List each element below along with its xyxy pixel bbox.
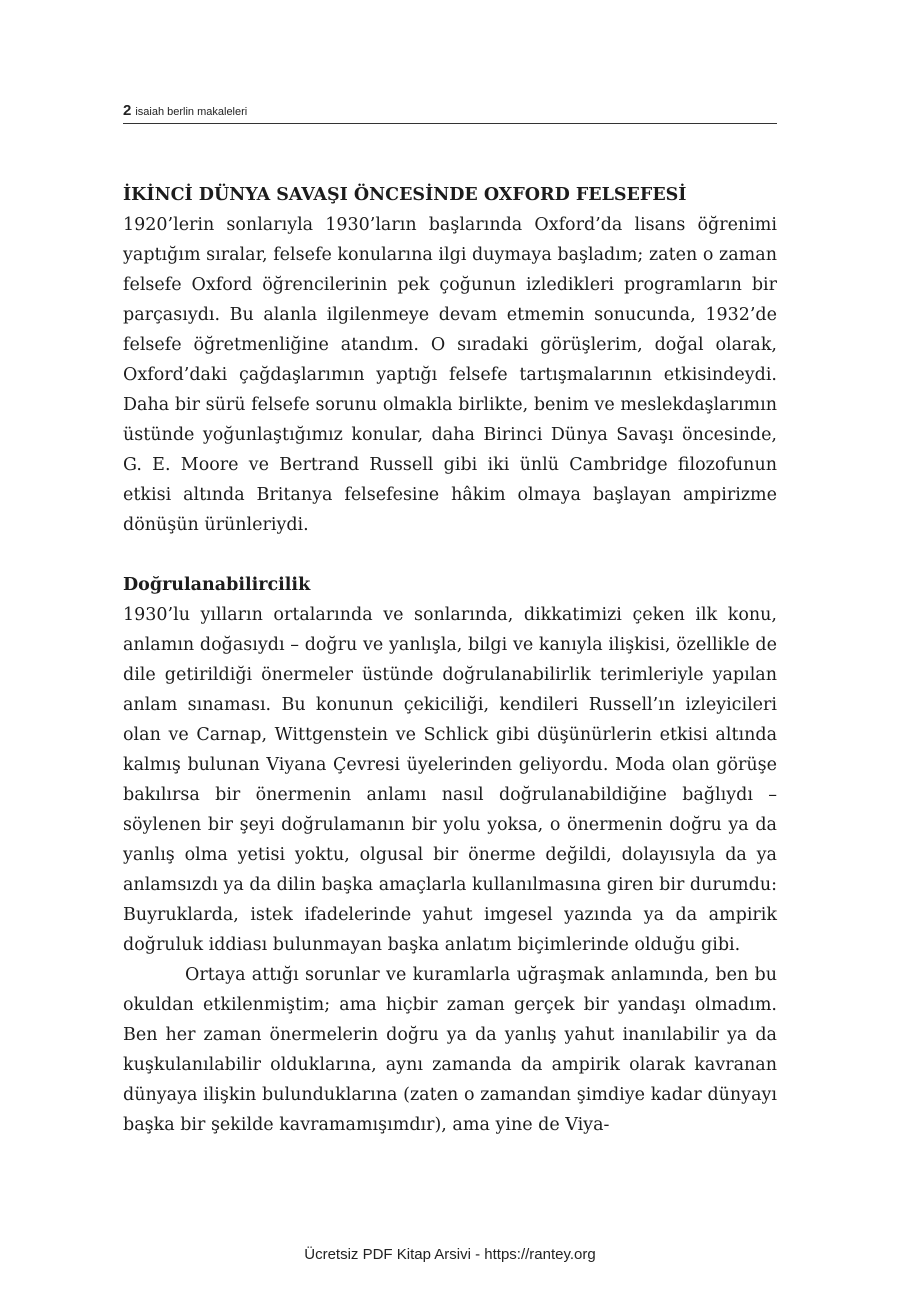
page-body <box>123 180 777 1140</box>
body-paragraph: Ortaya attığı sorunlar ve kuramlarla uğraşmak anlamında, ben bu okuldan etkilenmiştim; ama hiçbir zaman gerçek bir yandaşı olmadım. Ben her zaman önermelerin doğru ya da yanlış yahut inanılabilir ya da kuşkulanılabilir olduklarına, aynı zamanda da ampirik olarak kavranan dünyaya ilişkin bulunduklarına (zaten o zamandan şimdiye kadar dünyayı başka bir şekilde kavramamışımdır), ama yine de Viya- <box>123 965 777 1135</box>
section-spacer <box>123 540 777 570</box>
running-head-title: isaiah berlin makaleleri <box>135 106 248 118</box>
header-rule <box>123 123 777 124</box>
footer-credit: Ücretsiz PDF Kitap Arsivi - https://rantey.org <box>304 1246 596 1263</box>
body-paragraph: 1920’lerin sonlarıyla 1930’ların başlarında Oxford’da lisans öğrenimi yaptığım sıralar, felsefe konularına ilgi duymaya başladım; zaten o zaman felsefe Oxford öğrencilerinin pek çoğunun izledikleri programların bir parçasıydı. Bu alanla ilgilenmeye devam etmemin sonucunda, 1932’de felsefe öğretmenliğine atandım. O sıradaki görüşlerim, doğal olarak, Oxford’daki çağdaşlarımın yaptığı felsefe tartışmalarının etkisindeydi. Daha bir sürü felsefe sorunu olmakla birlikte, benim ve meslekdaşlarımın üstünde yoğunlaştığımız konular, daha Birinci Dünya Savaşı öncesinde, G. E. Moore ve Bertrand Russell gibi iki ünlü Cambridge filozofunun etkisi altında Britanya felsefesine hâkim olmaya başlayan ampirizme dönüşün ürünleriydi. <box>123 215 777 535</box>
running-head <box>123 102 777 124</box>
page-number: 2 <box>123 102 132 119</box>
subsection-heading: Doğrulanabilircilik <box>123 575 311 595</box>
body-paragraph: 1930’lu yılların ortalarında ve sonlarında, dikkatimizi çeken ilk konu, anlamın doğasıydı – doğru ve yanlışla, bilgi ve kanıyla ilişkisi, özellikle de dile getirildiği önermeler üstünde doğrulanabilirlik terimleriyle yapılan anlam sınaması. Bu konunun çekiciliği, kendileri Russell’ın izleyicileri olan ve Carnap, Wittgenstein ve Schlick gibi düşünürlerin etkisi altında kalmış bulunan Viyana Çevresi üyelerinden geliyordu. Moda olan görüşe bakılırsa bir önermenin anlamı nasıl doğrulanabildiğine bağlıydı – söylenen bir şeyi doğrulamanın bir yolu yoksa, o önermenin doğru ya da yanlış olma yetisi yoktu, olgusal bir önerme değildi, dolayısıyla da ya anlamsızdı ya da dilin başka amaçlarla kullanılmasına giren bir durumdu: Buyruklarda, istek ifadelerinde yahut imgesel yazında ya da ampirik doğruluk iddiası bulunmayan başka anlatım biçimlerinde olduğu gibi. <box>123 605 777 955</box>
section-heading: İKİNCİ DÜNYA SAVAŞI ÖNCESİNDE OXFORD FELSEFESİ <box>123 185 687 205</box>
